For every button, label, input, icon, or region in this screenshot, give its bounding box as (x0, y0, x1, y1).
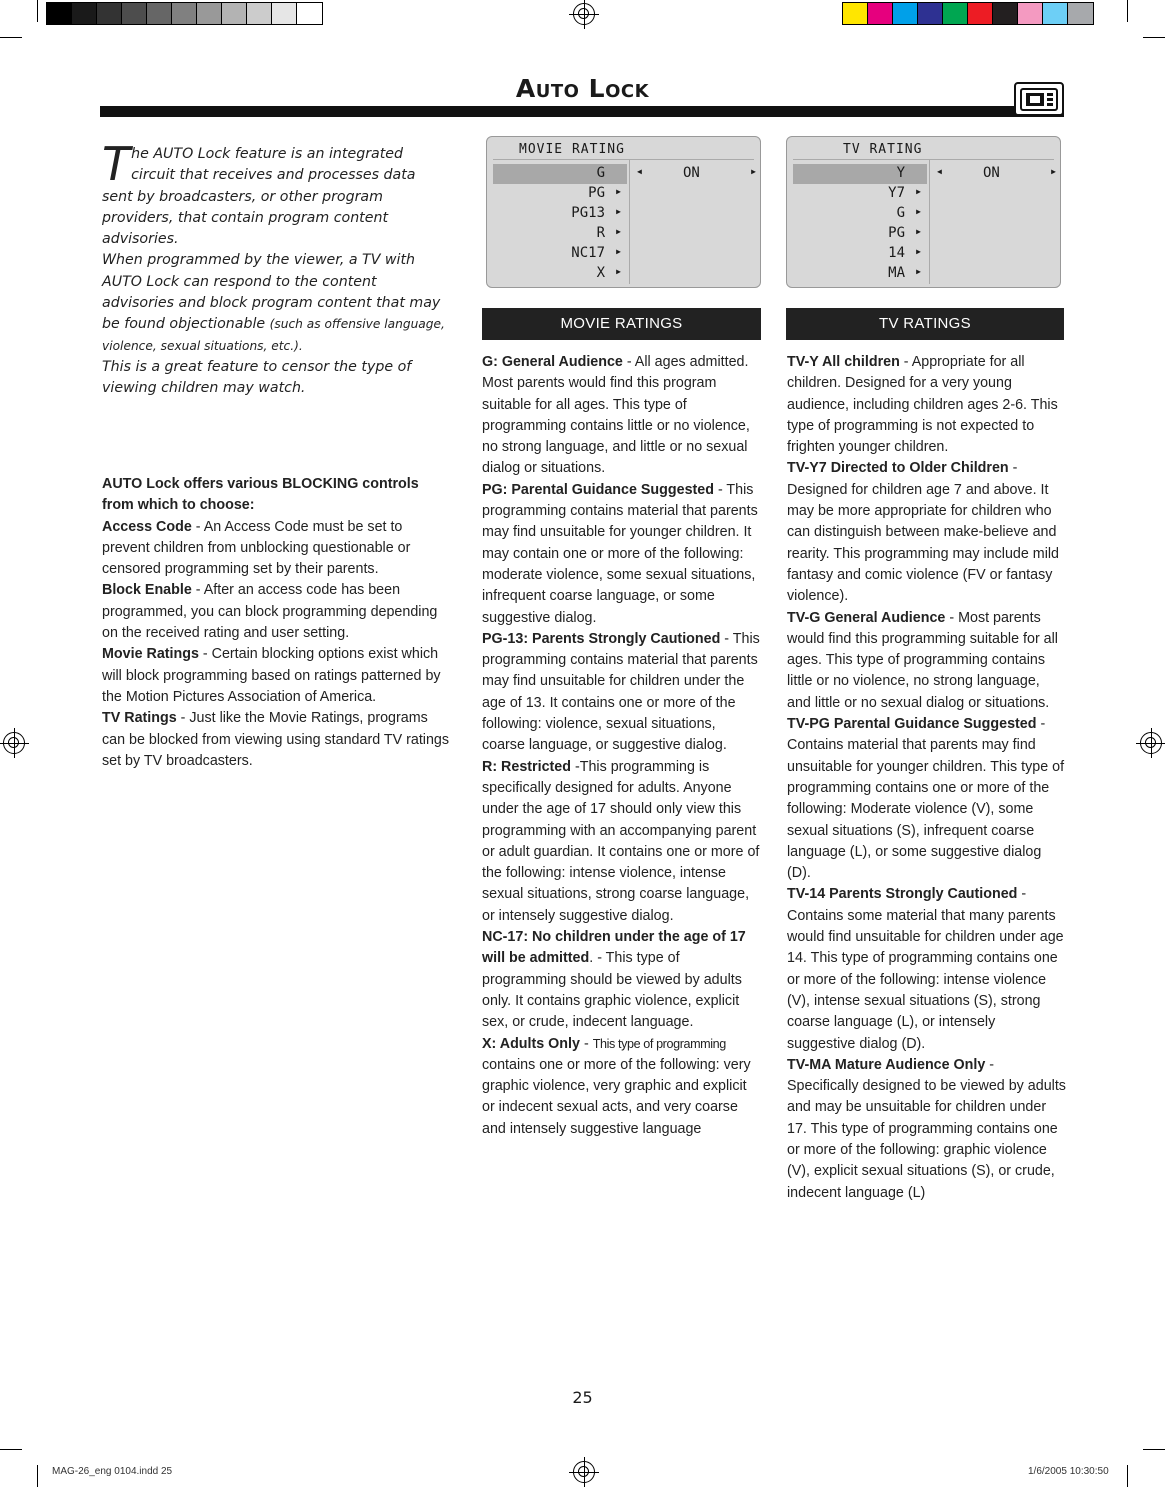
tv-rating-menu (786, 136, 1061, 288)
rating-text: - Contains material that parents may find unsuitable for younger children. This type of programming contains one or more of the following: Moderate violence (V), some sexual situations (S), infrequent coarse language (L), or some suggestive dialog (D). (787, 716, 1065, 882)
registration-mark-icon (573, 1461, 595, 1483)
color-swatch (843, 3, 868, 24)
crop-mark (37, 1465, 38, 1487)
rating-term: TV-14 Parents Strongly Cautioned (787, 886, 1018, 903)
arrow-right-icon: ▶ (751, 167, 756, 176)
arrow-right-icon: ▶ (616, 267, 621, 276)
menu-value-selector[interactable] (633, 164, 758, 184)
blocking-heading: AUTO Lock offers various BLOCKING controls from which to choose: (102, 476, 419, 514)
gray-swatch (297, 3, 322, 24)
menu-item[interactable] (493, 224, 627, 244)
rating-text: - Appropriate for all children. Designed for a very young audience, including children ages 2-6. This type of programming is not expected to frighten younger children. (787, 354, 1058, 456)
menu-item-label: PG (588, 185, 605, 201)
rating-entry (482, 480, 762, 629)
crop-mark (1143, 37, 1165, 38)
movie-ratings-descriptions (482, 352, 762, 1140)
blocking-text: - Certain blocking options exist which will block programming based on ratings patterned by the Motion Pictures Association of America. (102, 646, 441, 705)
movie-ratings-banner: MOVIE RATINGS (482, 308, 761, 340)
crop-mark (37, 0, 38, 22)
gray-swatch (172, 3, 197, 24)
rating-entry (787, 1055, 1067, 1204)
crop-mark (1143, 1449, 1165, 1450)
tv-ratings-banner: TV RATINGS (786, 308, 1064, 340)
rating-term: G: General Audience (482, 354, 623, 370)
menu-item-label: Y (896, 165, 905, 181)
registration-mark-icon (1140, 732, 1162, 754)
gray-swatch (222, 3, 247, 24)
tv-ratings-descriptions (787, 352, 1067, 1204)
color-swatch (943, 3, 968, 24)
drop-cap: T (102, 137, 131, 191)
gray-swatch (247, 3, 272, 24)
rating-text: - Contains some material that many parents would find unsuitable for children under age 14. This type of programming contains one or more of the following: intense violence (V), intense sexual situations (S), strong coarse language (L), or intensely suggestive dialog (D). (787, 886, 1064, 1052)
rating-text: - This programming contains material that parents may find unsuitable for children under the age of 13. It contains one or more of the following: violence, sexual situations, coarse language, or suggestive dialog. (482, 630, 760, 754)
gray-swatch (147, 3, 172, 24)
rating-term: PG: Parental Guidance Suggested (482, 481, 714, 498)
intro-paragraph: When programmed by the viewer, a TV with AUTO Lock can respond to the content advisories and block program content that may be found objectionable (102, 252, 441, 333)
crop-mark (0, 1449, 22, 1450)
gray-swatch (97, 3, 122, 24)
menu-item-label: MA (888, 265, 905, 281)
menu-value: ON (683, 165, 700, 181)
blocking-term: Access Code (102, 518, 192, 535)
blocking-term: TV Ratings (102, 710, 177, 727)
menu-value: ON (983, 165, 1000, 181)
color-swatch (893, 3, 918, 24)
crop-mark (1127, 0, 1128, 22)
color-swatch (1018, 3, 1043, 24)
rating-text: - All ages admitted. Most parents would find this program suitable for all ages. This type of programming contains little or no violence, no strong language, and little or no sexual dialog or situations. (482, 354, 750, 477)
page-number: 25 (572, 1388, 593, 1407)
blocking-term: Block Enable (102, 582, 192, 599)
blocking-text: - Just like the Movie Ratings, programs can be blocked from viewing using standard TV ratings set by TV broadcasters. (102, 710, 450, 769)
menu-item[interactable] (793, 264, 927, 284)
color-swatch (1043, 3, 1068, 24)
intro-examples: (such as offensive language, violence, sexual situations, etc.). (102, 317, 445, 353)
intro-paragraph: he AUTO Lock feature is an integrated circuit that receives and processes data sent by broadcasters, or other program providers, that contain program content advisories. (102, 146, 416, 248)
grayscale-color-bar (46, 2, 323, 25)
arrow-left-icon: ◀ (637, 167, 642, 176)
rating-text: - Most parents would find this programming suitable for all ages. This type of programming contains little or no violence, no strong language, and little or no sexual dialog or situations. (787, 609, 1058, 711)
rating-term: TV-PG Parental Guidance Suggested (787, 716, 1037, 733)
rating-text: - This programming contains material that parents may find unsuitable for younger children. It may contain one or more of the following: moderate violence, some sexual situations, infrequent coarse language, or some suggestive dialog. (482, 481, 758, 626)
gray-swatch (197, 3, 222, 24)
tv-lock-logo-icon (1014, 82, 1064, 116)
menu-item-label: X (596, 265, 605, 281)
rating-entry (787, 608, 1067, 714)
menu-title: MOVIE RATING (493, 142, 754, 160)
timestamp-slug: 1/6/2005 10:30:50 (1028, 1466, 1109, 1477)
blocking-text: - An Access Code must be set to prevent children from unblocking questionable or censored programming set by their parents. (102, 518, 411, 578)
arrow-right-icon: ▶ (616, 207, 621, 216)
rating-term: TV-Y All children (787, 354, 900, 370)
title-rule (100, 106, 1064, 117)
rating-entry (482, 629, 762, 757)
file-slug: MAG-26_eng 0104.indd 25 (52, 1466, 173, 1477)
gray-swatch (272, 3, 297, 24)
menu-title: TV RATING (793, 142, 1054, 160)
menu-item-label: PG13 (571, 205, 605, 221)
arrow-right-icon: ▶ (916, 247, 921, 256)
menu-item-label: NC17 (571, 245, 605, 261)
rating-entry (787, 352, 1067, 458)
menu-item-label: R (596, 225, 605, 241)
rating-entry (482, 352, 762, 480)
rating-text: - Designed for children age 7 and above. It may be more appropriate for children who can distinguish between make-believe and rearity. This programming may include mild fantasy and comic violence (FV or fantasy violence). (787, 460, 1059, 605)
blocking-text: - After an access code has been programmed, you can block programming depending on the received rating and user setting. (102, 582, 438, 642)
arrow-right-icon: ▶ (916, 227, 921, 236)
menu-item[interactable] (793, 244, 927, 264)
rating-term: PG-13: Parents Strongly Cautioned (482, 630, 721, 647)
menu-item-label: G (896, 205, 905, 221)
arrow-right-icon: ▶ (616, 227, 621, 236)
menu-item[interactable] (493, 184, 627, 204)
registration-mark-icon (3, 732, 25, 754)
menu-item-label: Y7 (888, 185, 905, 201)
registration-mark-icon (573, 3, 595, 25)
rating-text: - (579, 1035, 593, 1052)
menu-item[interactable] (793, 204, 927, 224)
color-swatch (918, 3, 943, 24)
menu-item-label: 14 (888, 245, 905, 261)
movie-rating-menu (486, 136, 761, 288)
menu-item[interactable] (793, 184, 927, 204)
gray-swatch (72, 3, 97, 24)
rating-term: NC-17: No children under the age of 17 will be admitted (482, 929, 746, 967)
rating-term: TV-G General Audience (787, 609, 946, 626)
menu-item-label: G (596, 165, 605, 181)
gray-swatch (47, 3, 72, 24)
rating-entry (482, 1034, 762, 1140)
menu-item[interactable] (493, 204, 627, 224)
gray-swatch (122, 3, 147, 24)
arrow-right-icon: ▶ (1051, 167, 1056, 176)
crop-mark (1127, 1465, 1128, 1487)
color-swatch (968, 3, 993, 24)
arrow-left-icon: ◀ (937, 167, 942, 176)
color-swatch (868, 3, 893, 24)
arrow-right-icon: ▶ (616, 187, 621, 196)
color-swatch (993, 3, 1018, 24)
rating-entry (787, 458, 1067, 607)
page-title: Auto Lock (515, 74, 650, 103)
blocking-term: Movie Ratings (102, 646, 199, 663)
rating-entry (482, 757, 762, 927)
arrow-right-icon: ▶ (916, 267, 921, 276)
arrow-right-icon: ▶ (916, 187, 921, 196)
blocking-controls-section (102, 474, 454, 772)
rating-entry (482, 927, 762, 1033)
intro-text (102, 137, 447, 400)
process-color-bar (842, 2, 1094, 25)
rating-text: -This programming is specifically designed for adults. Anyone under the age of 17 should only view this programming with an accompanying parent or adult guardian. It contains one or more of the following: intense violence, intense sexual situations, strong coarse language, or intensely suggestive dialog. (482, 758, 760, 924)
rating-term: TV-Y7 Directed to Older Children (787, 460, 1009, 477)
rating-term: R: Restricted (482, 758, 571, 775)
rating-text: . - This type of programming should be viewed by adults only. It contains graphic violence, explicit sex, or crude, indecent language. (482, 950, 742, 1031)
color-swatch (1068, 3, 1093, 24)
menu-item[interactable] (793, 164, 927, 184)
rating-entry (787, 714, 1067, 884)
menu-item-label: PG (888, 225, 905, 241)
rating-text: This type of programming (592, 1036, 726, 1051)
menu-item[interactable] (493, 264, 627, 284)
rating-term: TV-MA Mature Audience Only (787, 1056, 986, 1073)
menu-divider (629, 160, 630, 284)
menu-item[interactable] (493, 244, 627, 264)
menu-item[interactable] (793, 224, 927, 244)
crop-mark (0, 37, 22, 38)
rating-text: - Specifically designed to be viewed by adults and may be unsuitable for children under 17. This type of programming contains one or more of the following: graphic violence (V), explicit sexual situations (S), or crude, indecent language (L) (787, 1056, 1066, 1201)
menu-divider (929, 160, 930, 284)
arrow-right-icon: ▶ (616, 247, 621, 256)
rating-entry (787, 884, 1067, 1054)
menu-item[interactable] (493, 164, 627, 184)
arrow-right-icon: ▶ (916, 207, 921, 216)
intro-paragraph: This is a great feature to censor the type of viewing children may watch. (102, 358, 412, 397)
menu-value-selector[interactable] (933, 164, 1058, 184)
rating-text: contains one or more of the following: very graphic violence, very graphic and explicit or indecent sexual acts, and very coarse and intensely suggestive language (482, 1056, 751, 1137)
rating-term: X: Adults Only (482, 1035, 580, 1052)
